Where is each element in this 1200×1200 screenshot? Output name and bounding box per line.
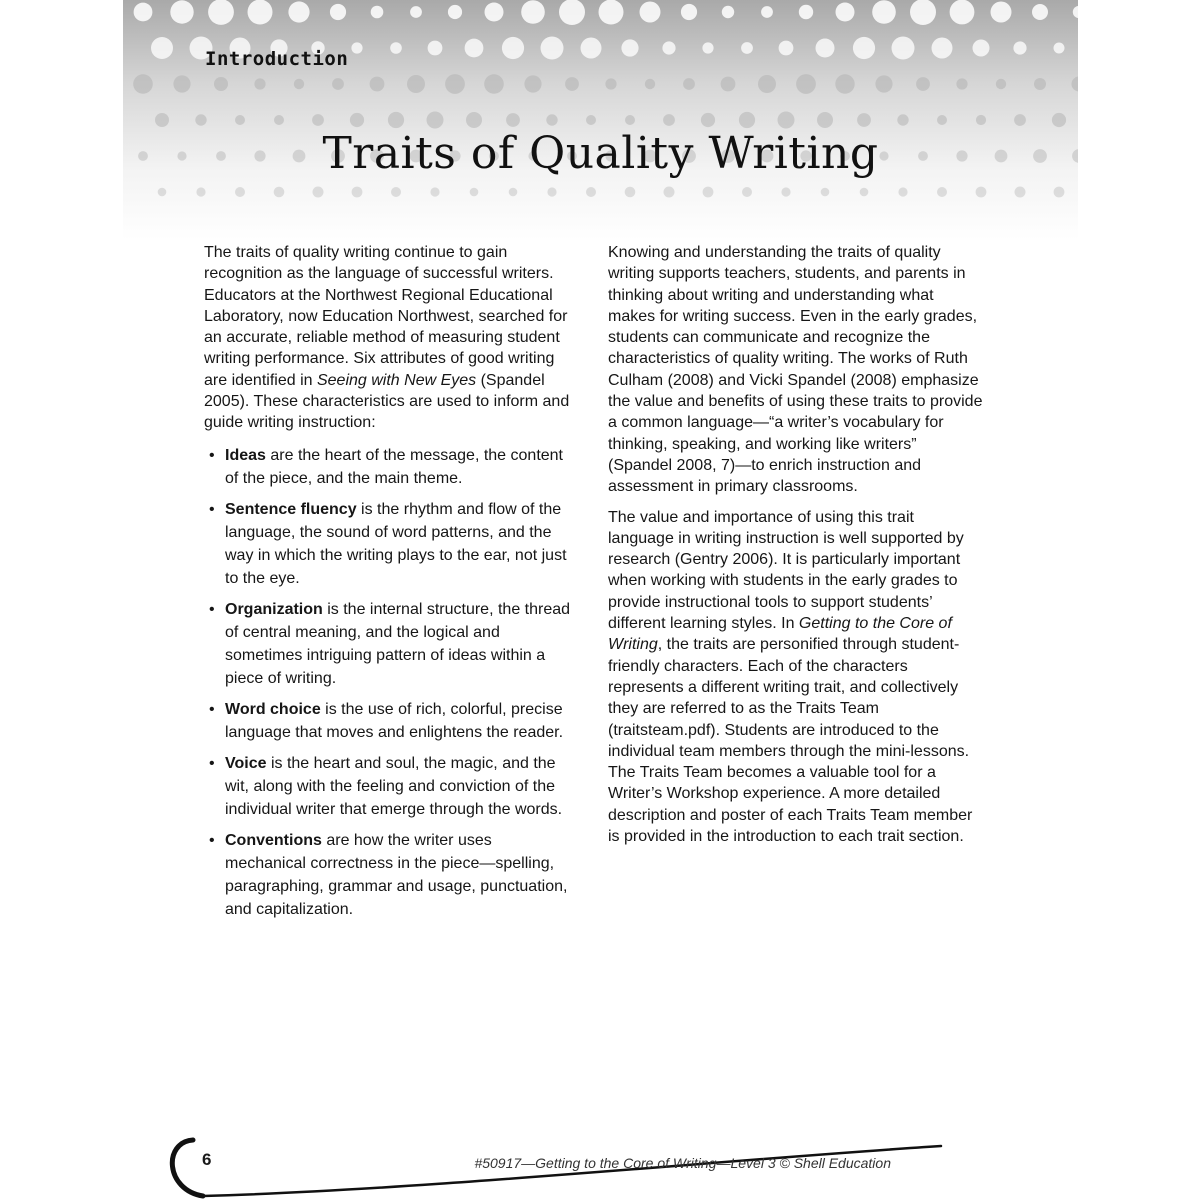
halftone-dot: [195, 114, 206, 125]
halftone-dot: [546, 114, 557, 125]
halftone-dot-pattern: [123, 0, 1078, 240]
halftone-dot: [875, 75, 892, 92]
halftone-dot: [274, 115, 284, 125]
halftone-dot: [853, 37, 875, 59]
halftone-dot: [645, 79, 655, 89]
halftone-dot: [817, 112, 833, 128]
halftone-dot: [173, 75, 190, 92]
halftone-dot: [779, 41, 794, 56]
traits-list: [204, 444, 574, 921]
book-title-getting-to-the-core: Getting to the Core of Writing: [608, 615, 952, 654]
halftone-dot: [155, 113, 169, 127]
document-page: [123, 0, 1078, 1200]
footer-credit: #50917—Getting to the Core of Writing—Level 3 © Shell Education: [474, 1155, 891, 1171]
halftone-dot: [559, 0, 585, 25]
trait-term: Conventions: [225, 831, 322, 849]
halftone-dot: [565, 77, 579, 91]
halftone-dot: [274, 187, 285, 198]
halftone-dot: [445, 74, 465, 94]
halftone-dot: [370, 77, 385, 92]
halftone-dot: [702, 42, 713, 53]
paragraph-traits-support: Knowing and understanding the traits of quality writing supports teachers, students, and parents in thinking about writing and understanding what makes for writing success. Even in the early grades, students can communicate and recognize the characteristics of quality writing. The works of Ruth Culham (2008) and Vicki Spandel (2008) emphasize the value and benefits of using these traits to provide a common language—“a writer’s vocabulary for thinking, speaking, and working like writers” (Spandel 2008, 7)—to enrich instruction and assessment in primary classrooms.: [608, 244, 983, 496]
halftone-dot: [898, 187, 907, 196]
page-number: 6: [202, 1150, 212, 1169]
trait-term: Organization: [225, 600, 323, 618]
list-item: [204, 752, 574, 821]
halftone-dot: [1072, 77, 1079, 92]
halftone-dot: [391, 187, 401, 197]
list-item: [204, 598, 574, 690]
trait-term: Voice: [225, 754, 267, 772]
halftone-dot: [427, 112, 444, 129]
trait-definition: is the use of rich, colorful, precise language that moves and enlightens the reader.: [225, 700, 564, 741]
halftone-dot: [778, 112, 795, 129]
halftone-dot: [351, 42, 362, 53]
halftone-dot: [991, 2, 1012, 23]
halftone-dot: [1032, 4, 1048, 20]
halftone-dot: [521, 0, 545, 24]
halftone-dot: [214, 77, 228, 91]
right-column: [608, 242, 983, 856]
halftone-dot: [170, 0, 193, 23]
halftone-dot: [741, 42, 753, 54]
halftone-dot: [835, 74, 854, 93]
intro-paragraph: The traits of quality writing continue to gain recognition as the language of successful writers. Educators at the Northwest Regional Educational Laboratory, now Education Northwest, searched for an accurate, reliable method of measuring student writing performance. Six attributes of good writing are identified in Seeing with New Eyes (Spandel 2005). These characteristics are used to inform and guide writing instruction:: [204, 244, 570, 432]
halftone-dot: [466, 112, 482, 128]
halftone-dot: [872, 0, 896, 24]
halftone-dot: [937, 115, 947, 125]
halftone-dot: [390, 42, 402, 54]
trait-term: Ideas: [225, 446, 266, 464]
halftone-dot: [976, 115, 986, 125]
halftone-dot: [683, 78, 695, 90]
halftone-dot: [524, 75, 541, 92]
halftone-dot: [410, 6, 422, 18]
halftone-dot: [897, 114, 908, 125]
halftone-dot: [294, 79, 304, 89]
halftone-dot: [916, 77, 930, 91]
trait-definition: are the heart of the message, the content of the piece, and the main theme.: [225, 446, 563, 487]
halftone-dot: [484, 74, 504, 94]
halftone-dot: [1052, 113, 1066, 127]
halftone-dot: [781, 187, 790, 196]
halftone-dot: [1054, 43, 1065, 54]
halftone-dot: [1014, 114, 1026, 126]
halftone-dot: [836, 3, 855, 22]
paragraph-traits-team: The value and importance of using this trait language in writing instruction is well supported by research (Gentry 2006). It is particularly important when working with students in the early grades to provide instructional tools to support students’ different learning styles. In Getting to the Core of Writing, the traits are personified through student-friendly characters. Each of the characters represents a different writing trait, and collectively they are referred to as the Traits Team (traitsteam.pdf). Students are introduced to the individual team members through the mini-lessons. The Traits Team becomes a valuable tool for a Writer’s Workshop experience. A more detailed description and poster of each Traits Team member is provided in the introduction to each trait section.: [608, 508, 973, 846]
halftone-dot: [681, 4, 697, 20]
halftone-dot: [703, 187, 714, 198]
halftone-dot: [910, 0, 936, 25]
halftone-dot: [388, 112, 404, 128]
halftone-dot: [621, 39, 638, 56]
halftone-dot: [586, 187, 596, 197]
halftone-dot: [288, 1, 309, 22]
halftone-dot: [158, 188, 167, 197]
halftone-dot: [950, 0, 975, 24]
halftone-dot: [313, 187, 324, 198]
halftone-dot: [371, 6, 384, 19]
halftone-dot: [860, 188, 869, 197]
halftone-dot: [625, 187, 636, 198]
halftone-dot: [932, 38, 953, 59]
halftone-dot: [1054, 187, 1065, 198]
halftone-dot: [506, 113, 520, 127]
halftone-dot: [625, 115, 635, 125]
halftone-dot: [739, 112, 755, 128]
halftone-dot: [470, 188, 479, 197]
halftone-dot: [235, 115, 245, 125]
halftone-dot: [758, 75, 776, 93]
list-item: [204, 829, 574, 921]
halftone-dot: [799, 5, 813, 19]
halftone-dot: [1034, 78, 1046, 90]
halftone-dot: [996, 79, 1006, 89]
halftone-dot: [664, 187, 675, 198]
halftone-dot: [892, 37, 915, 60]
halftone-dot: [1013, 41, 1026, 54]
halftone-dot: [350, 113, 364, 127]
trait-term: Word choice: [225, 700, 321, 718]
halftone-dot: [937, 187, 947, 197]
halftone-dot: [134, 3, 153, 22]
halftone-dot: [956, 78, 967, 89]
halftone-dot: [235, 187, 245, 197]
halftone-dot: [857, 113, 871, 127]
halftone-dot: [662, 41, 675, 54]
halftone-dot: [448, 5, 462, 19]
halftone-dot: [973, 40, 990, 57]
halftone-dot: [541, 37, 564, 60]
halftone-dot: [640, 2, 661, 23]
halftone-dot: [133, 74, 153, 94]
trait-definition: is the internal structure, the thread of central meaning, and the logical and sometimes intriguing pattern of ideas within a piece of writing.: [225, 600, 571, 687]
halftone-dot: [816, 39, 835, 58]
trait-definition: are how the writer uses mechanical correctness in the piece—spelling, paragraphing, grammar and usage, punctuation, and capitalization.: [225, 831, 568, 918]
halftone-dot: [605, 78, 616, 89]
left-column: [204, 242, 574, 929]
halftone-dot: [701, 113, 715, 127]
halftone-dot: [428, 41, 443, 56]
halftone-dot: [254, 78, 265, 89]
halftone-dot: [248, 0, 273, 25]
section-label: Introduction: [205, 48, 349, 70]
halftone-dot: [509, 188, 518, 197]
page-title: Traits of Quality Writing: [322, 128, 879, 179]
list-item: [204, 498, 574, 590]
halftone-dot: [465, 39, 484, 58]
halftone-dot: [196, 187, 205, 196]
halftone-dot: [742, 187, 752, 197]
halftone-dot: [796, 74, 816, 94]
halftone-dot: [722, 6, 734, 18]
halftone-dot: [430, 187, 439, 196]
halftone-dot: [721, 77, 736, 92]
halftone-dot: [352, 187, 363, 198]
halftone-dot: [761, 6, 773, 18]
halftone-dot: [663, 114, 675, 126]
halftone-dot: [208, 0, 234, 25]
halftone-dot: [330, 4, 346, 20]
trait-definition: is the rhythm and flow of the language, the sound of word patterns, and the way in which the writing plays to the ear, not just to the eye.: [225, 500, 567, 587]
trait-definition: is the heart and soul, the magic, and the wit, along with the feeling and conviction of the individual writer that emerge through the words.: [225, 754, 563, 818]
halftone-dot: [502, 37, 524, 59]
halftone-dot: [312, 114, 324, 126]
list-item: [204, 444, 574, 490]
halftone-dot: [1073, 6, 1078, 18]
halftone-dot: [581, 38, 602, 59]
halftone-dot: [547, 187, 556, 196]
book-title-seeing-with-new-eyes: Seeing with New Eyes: [316, 371, 477, 389]
halftone-dot: [599, 0, 624, 25]
halftone-dot: [407, 75, 425, 93]
halftone-dot: [821, 188, 830, 197]
list-item: [204, 698, 574, 744]
halftone-dot: [586, 115, 596, 125]
halftone-dot: [485, 3, 504, 22]
halftone-dot: [1015, 187, 1026, 198]
halftone-dot: [332, 78, 344, 90]
halftone-dot: [151, 37, 173, 59]
trait-term: Sentence fluency: [225, 500, 357, 518]
halftone-dot: [976, 187, 987, 198]
